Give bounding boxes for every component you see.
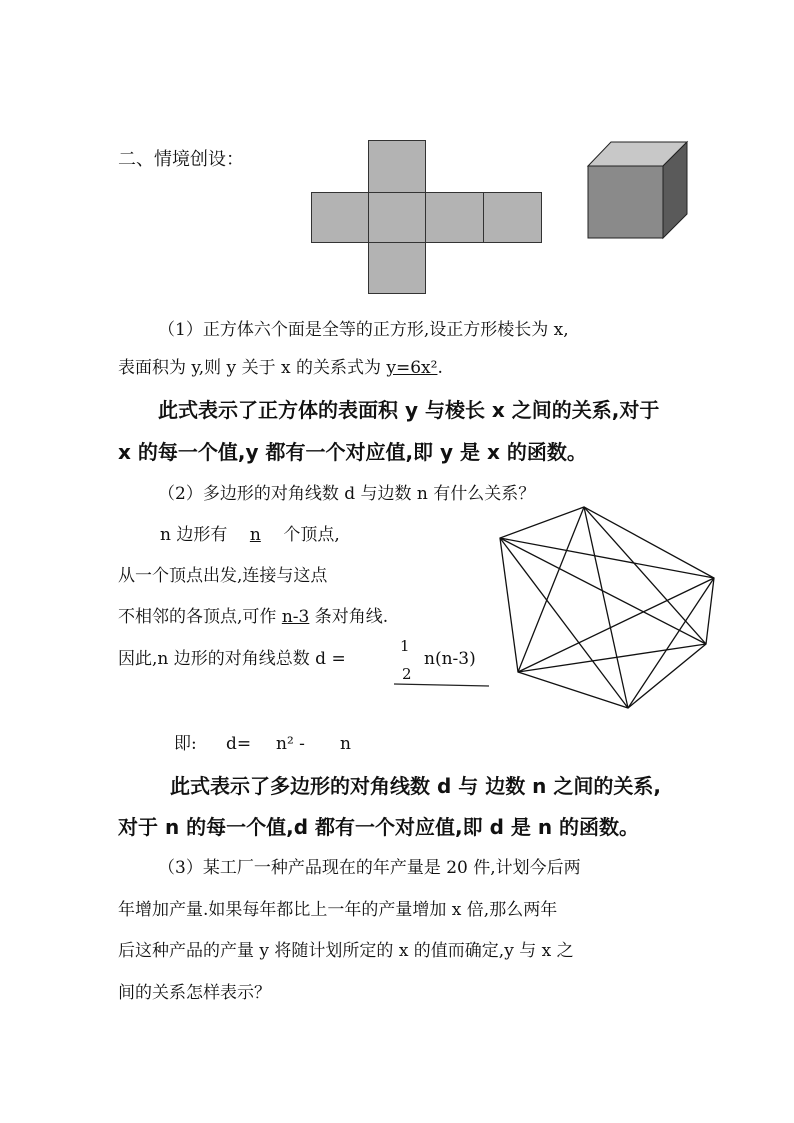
- net-face-left: [311, 192, 369, 243]
- fraction-numerator: 1: [400, 637, 410, 655]
- ji-n: n: [340, 734, 351, 754]
- p1-bold-line2: x 的每一个值,y 都有一个对应值,即 y 是 x 的函数。: [118, 440, 587, 464]
- p2-question: （2）多边形的对角线数 d 与边数 n 有什么关系？: [158, 484, 536, 504]
- p2-line2: 从一个顶点出发,连接与这点: [118, 566, 328, 586]
- p3-line2: 年增加产量.如果每年都比上一年的产量增加 x 倍,那么两年: [118, 900, 558, 920]
- ji-n-squared: n² -: [276, 734, 305, 754]
- p2-line1: n 边形有 n 个顶点,: [160, 525, 340, 545]
- diagonal-count-blank: n-3: [281, 607, 310, 627]
- p1-line2: 表面积为 y,则 y 关于 x 的关系式为 y=6x².: [118, 358, 443, 378]
- net-face-center: [368, 192, 426, 243]
- fraction-denominator: 2: [402, 665, 412, 683]
- net-face-back: [483, 192, 542, 243]
- p2-line4: 因此,n 边形的对角线总数 d =: [118, 649, 346, 669]
- p2-bold-line1: 此式表示了多边形的对角线数 d 与 边数 n 之间的关系,: [170, 774, 661, 798]
- cube-front-face: [588, 166, 663, 238]
- p3-line3: 后这种产品的产量 y 将随计划所定的 x 的值而确定,y 与 x 之: [118, 941, 574, 961]
- net-face-bottom: [368, 242, 426, 294]
- ji-d: d=: [226, 734, 252, 754]
- p2-line3: 不相邻的各顶点,可作 n-3 条对角线.: [118, 607, 389, 627]
- p1-line1: （1）正方体六个面是全等的正方形,设正方形棱长为 x,: [158, 320, 569, 340]
- section-title: 二、情境创设：: [118, 149, 244, 170]
- diagonal-formula: n(n-3): [424, 649, 476, 669]
- p2-bold-line2: 对于 n 的每一个值,d 都有一个对应值,即 d 是 n 的函数。: [118, 815, 640, 839]
- pentagon-diagonals-figure: [494, 504, 718, 712]
- p3-line1: （3）某工厂一种产品现在的年产量是 20 件,计划今后两: [158, 858, 581, 878]
- net-face-right: [425, 192, 484, 243]
- net-face-top: [368, 140, 426, 193]
- ji-label: 即:: [174, 734, 197, 754]
- p3-line4: 间的关系怎样表示？: [118, 983, 271, 1003]
- vertex-count-blank: n: [249, 525, 261, 545]
- p1-bold-line1: 此式表示了正方体的表面积 y 与棱长 x 之间的关系,对于: [158, 398, 660, 422]
- cube-area-formula: y=6x²: [386, 358, 438, 378]
- cube-3d-figure: [585, 140, 690, 240]
- formula-underline: [394, 683, 490, 689]
